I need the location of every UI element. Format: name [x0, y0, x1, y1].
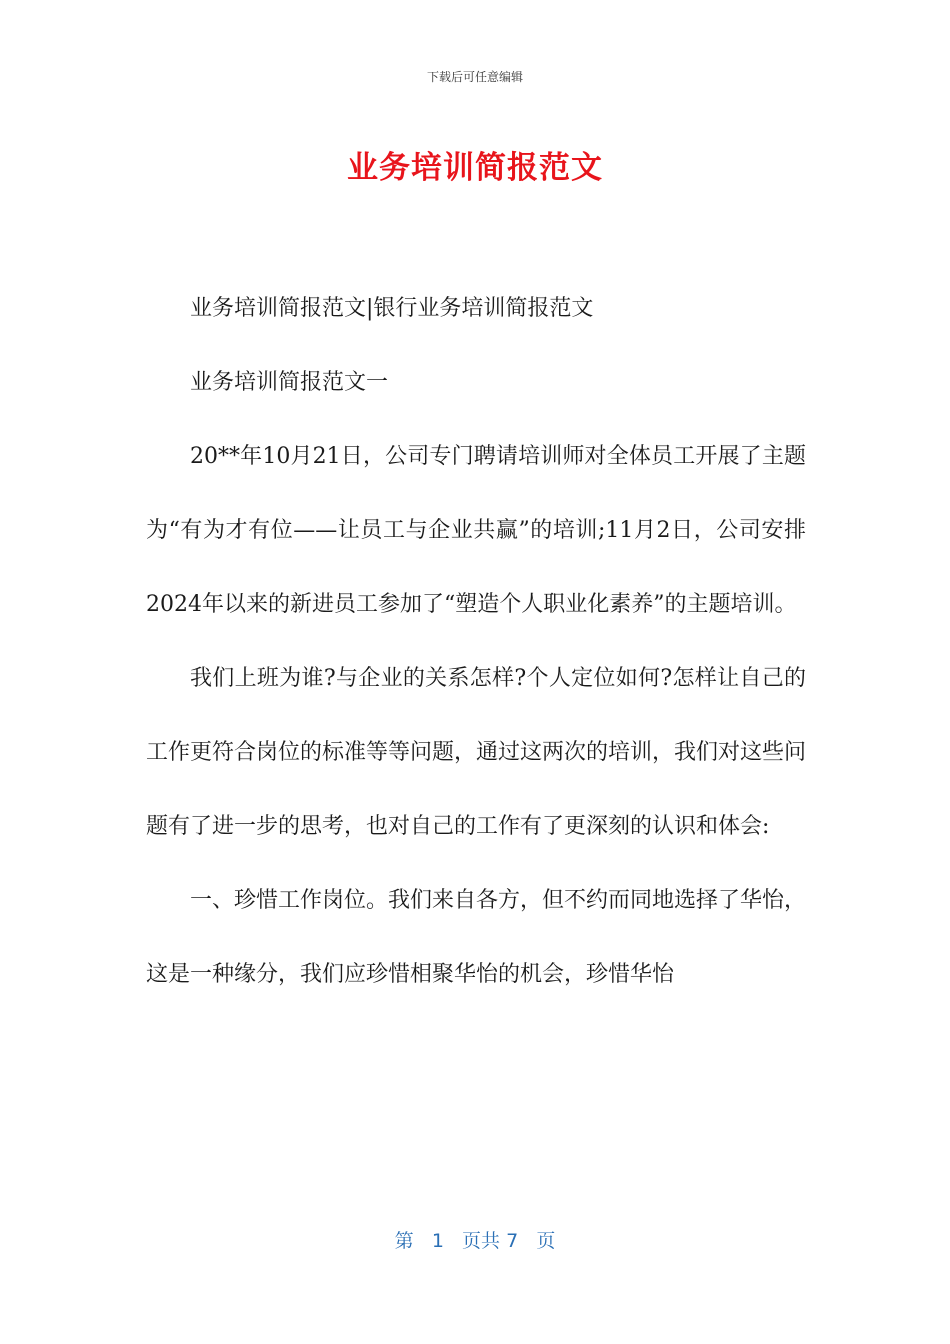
footer-middle: 页共	[462, 1230, 501, 1252]
paragraph-section-heading: 业务培训简报范文一	[190, 370, 389, 395]
paragraph-training-intro: 20**年10月21日，公司专门聘请培训师对全体员工开展了主题为“有为才有位——让员工与企业共赢”的培训;11月2日，公司安排2024年以来的新进员工参加了“塑造个人职业化素养”的主题培训。	[146, 444, 806, 617]
document-body	[146, 272, 806, 1012]
footer-current-page: 1	[431, 1230, 444, 1252]
footer-suffix: 页	[536, 1230, 556, 1252]
footer-total-pages: 7	[506, 1230, 519, 1252]
paragraph-questions: 我们上班为谁?与企业的关系怎样?个人定位如何?怎样让自己的工作更符合岗位的标准等等问题，通过这两次的培训，我们对这些问题有了进一步的思考，也对自己的工作有了更深刻的认识和体会:	[146, 666, 807, 839]
paragraph-subtitle: 业务培训简报范文|银行业务培训简报范文	[190, 296, 594, 321]
paragraph-point-one: 一、珍惜工作岗位。我们来自各方，但不约而同地选择了华怡，这是一种缘分，我们应珍惜相聚华怡的机会，珍惜华怡	[146, 888, 807, 987]
page-footer	[0, 1226, 950, 1253]
document-title: 业务培训简报范文	[347, 150, 603, 186]
footer-prefix: 第	[394, 1230, 414, 1252]
header-note: 下载后可任意编辑	[426, 70, 523, 84]
